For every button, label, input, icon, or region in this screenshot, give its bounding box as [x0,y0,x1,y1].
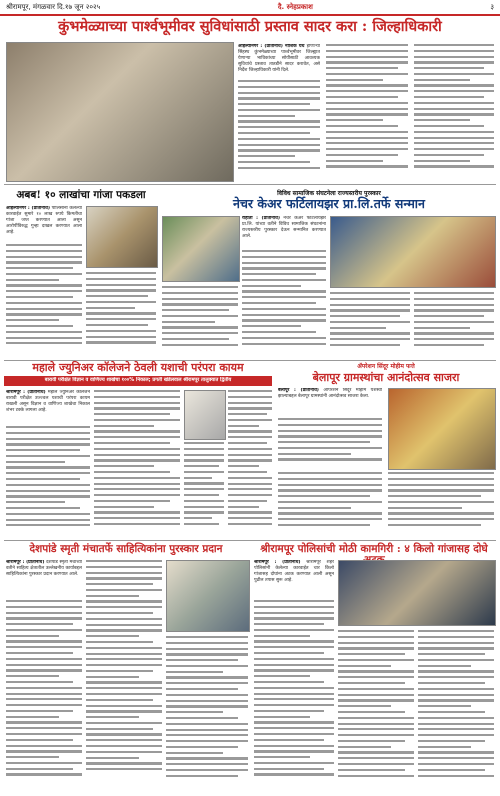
story6-lead: श्रीरामपूर : (प्रतिनिधि) [6,560,45,565]
story5-subhead: बारावी परीक्षेत विज्ञान व वाणिज्य शाखेचा १००% निकाल; प्रगती खंडेलवाल श्रीरामपूर तालुक्यात द्वितीय [44,377,232,383]
story2-text-lines-1 [6,244,82,356]
story6-text-lines-2 [86,560,162,792]
story4-text-lines-2 [278,472,382,536]
story4-kicker: ॲपरेशन सिंदूर मोहीम फत्ते [357,363,415,370]
story6-text-lines-1 [6,600,82,792]
story1-lead: अहिल्यानगर : (प्रतिनिधि) नाशिक येथे [238,44,305,49]
story5-headline: महाले ज्युनिअर कॉलेजने ठेवली यशाची परंपरा कायम [32,361,244,374]
story4-text-lines-3 [388,472,494,536]
story2-headline: अबब! १० लाखांचा गांजा पकडला [16,189,146,201]
story3-kicker: विविध सामाजिक संघटनेला राज्यस्तरीय पुरस्कार [277,190,381,197]
story6-award-ceremony-photo [166,560,250,632]
story7-text-lines-1 [254,600,334,792]
story7-headline: श्रीरामपूर पोलिसांची मोठी कामगिरी : ४ किलो गांजासह दोघे [260,543,488,555]
story5-student-photo [184,390,226,440]
story7-lead: श्रीरामपूर : (प्रतिनिधि) [254,560,301,565]
story2-seized-ganja-photo [86,206,158,268]
masthead-name: दै. स्नेहप्रकाश [277,2,313,11]
story5-text-lines-3 [184,442,224,538]
story1-headline: कुंभमेळ्याच्या पार्श्वभूमीवर सुविधांसाठी प्रस्ताव सादर करा : जिल्हाधिकारी [58,18,442,35]
issue-date: श्रीरामपूर, मंगळवार दि.१७ जून २०२५ [6,2,101,11]
story1-body: होणाऱ्या सिंहस्थ कुंभमेळ्याच्या पार्श्वभूमीवर जिल्ह्यात येणाऱ्या भाविकांच्या सोयीसाठी आवश्यक सुविधांचे प्रस्ताव तातडीने सादर करावेत, असे निर्देश जिल्हाधिकारी यांनी दिले. [238,44,320,73]
story1-text-lines-3 [414,44,494,180]
story1-text-lines-1 [238,80,320,180]
story1-text-lines-2 [326,44,408,180]
story2-text-lines-2 [86,272,156,356]
story6-text-lines-3 [166,636,248,792]
story4-headline: बेलापूर ग्रामस्थांचा आनंदोत्सव साजरा [312,371,460,384]
story3-text-lines-4 [414,292,494,356]
story1-meeting-photo [6,42,234,182]
story5-body: महाले ज्युनिअर कॉलेजने बारावी परीक्षेत उज्ज्वल यशाची परंपरा कायम राखली असून विज्ञान व वाणिज्य शाखेचा निकाल शंभर टक्के लागला आहे. [6,390,90,413]
story5-text-lines-2 [94,390,180,538]
story3-headline: नेचर केअर फर्टिलायझर प्रा.लि.तर्फे सन्मान [233,196,425,211]
story5-lead: श्रीरामपूर : (प्रतिनिधि) [6,390,46,395]
story7-text-lines-2 [338,630,414,792]
story3-text-lines-3 [330,292,410,356]
story6-headline: देशपांडे स्मृती मंचातर्फे साहित्यिकांना पुरस्कार प्रदान [29,543,223,555]
divider [4,540,496,541]
page-header [0,0,500,16]
page-number: ३ [490,2,494,11]
story6-body: देशपांडे स्मृती मंचाच्या वतीने साहित्य क्षेत्रातील उल्लेखनीय कार्याबद्दल साहित्यिकांना पुरस्कार प्रदान करण्यात आले. [6,560,82,577]
story4-body: ऑपरेशन सिंदूर मोहीम यशस्वी झाल्याबद्दल बेलापूर ग्रामस्थांनी आनंदोत्सव साजरा केला. [278,388,382,399]
story3-text-lines-2 [162,286,238,356]
story4-lead: बेलापूर : (प्रतिनिधि) [278,388,319,393]
divider [4,184,496,185]
story3-award-photo-2 [330,216,496,288]
story2-body: पोलिसांनी केलेल्या कारवाईत सुमारे १० लाख रुपये किमतीचा गांजा जप्त करण्यात आला असून आरोपींविरुद्ध गुन्हा दाखल करण्यात आला आहे. [6,206,82,235]
story7-police-photo [338,560,496,626]
story5-text-lines-1 [6,426,90,538]
story4-text-lines-1 [278,418,382,468]
story7-body: श्रीरामपूर शहर पोलिसांनी केलेल्या कारवाईत चार किलो गांजासह दोघांना अटक करण्यात आली असून पुढील तपास सुरू आहे. [254,560,334,583]
story4-celebration-photo [388,388,496,470]
story3-body: नेचर केअर फर्टिलायझर प्रा.लि. यांच्या वतीने विविध सामाजिक संघटनांना राज्यस्तरीय पुरस्कार देऊन सन्मानित करण्यात आले. [242,216,326,239]
story5-text-lines-4 [228,390,272,538]
story2-lead: अहिल्यानगर : (प्रतिनिधि) [6,206,50,211]
story7-text-lines-3 [418,630,494,792]
story3-text-lines-1 [242,250,326,356]
story3-lead: राहाता : (प्रतिनिधि) [242,216,280,221]
story3-award-photo-1 [162,216,240,282]
